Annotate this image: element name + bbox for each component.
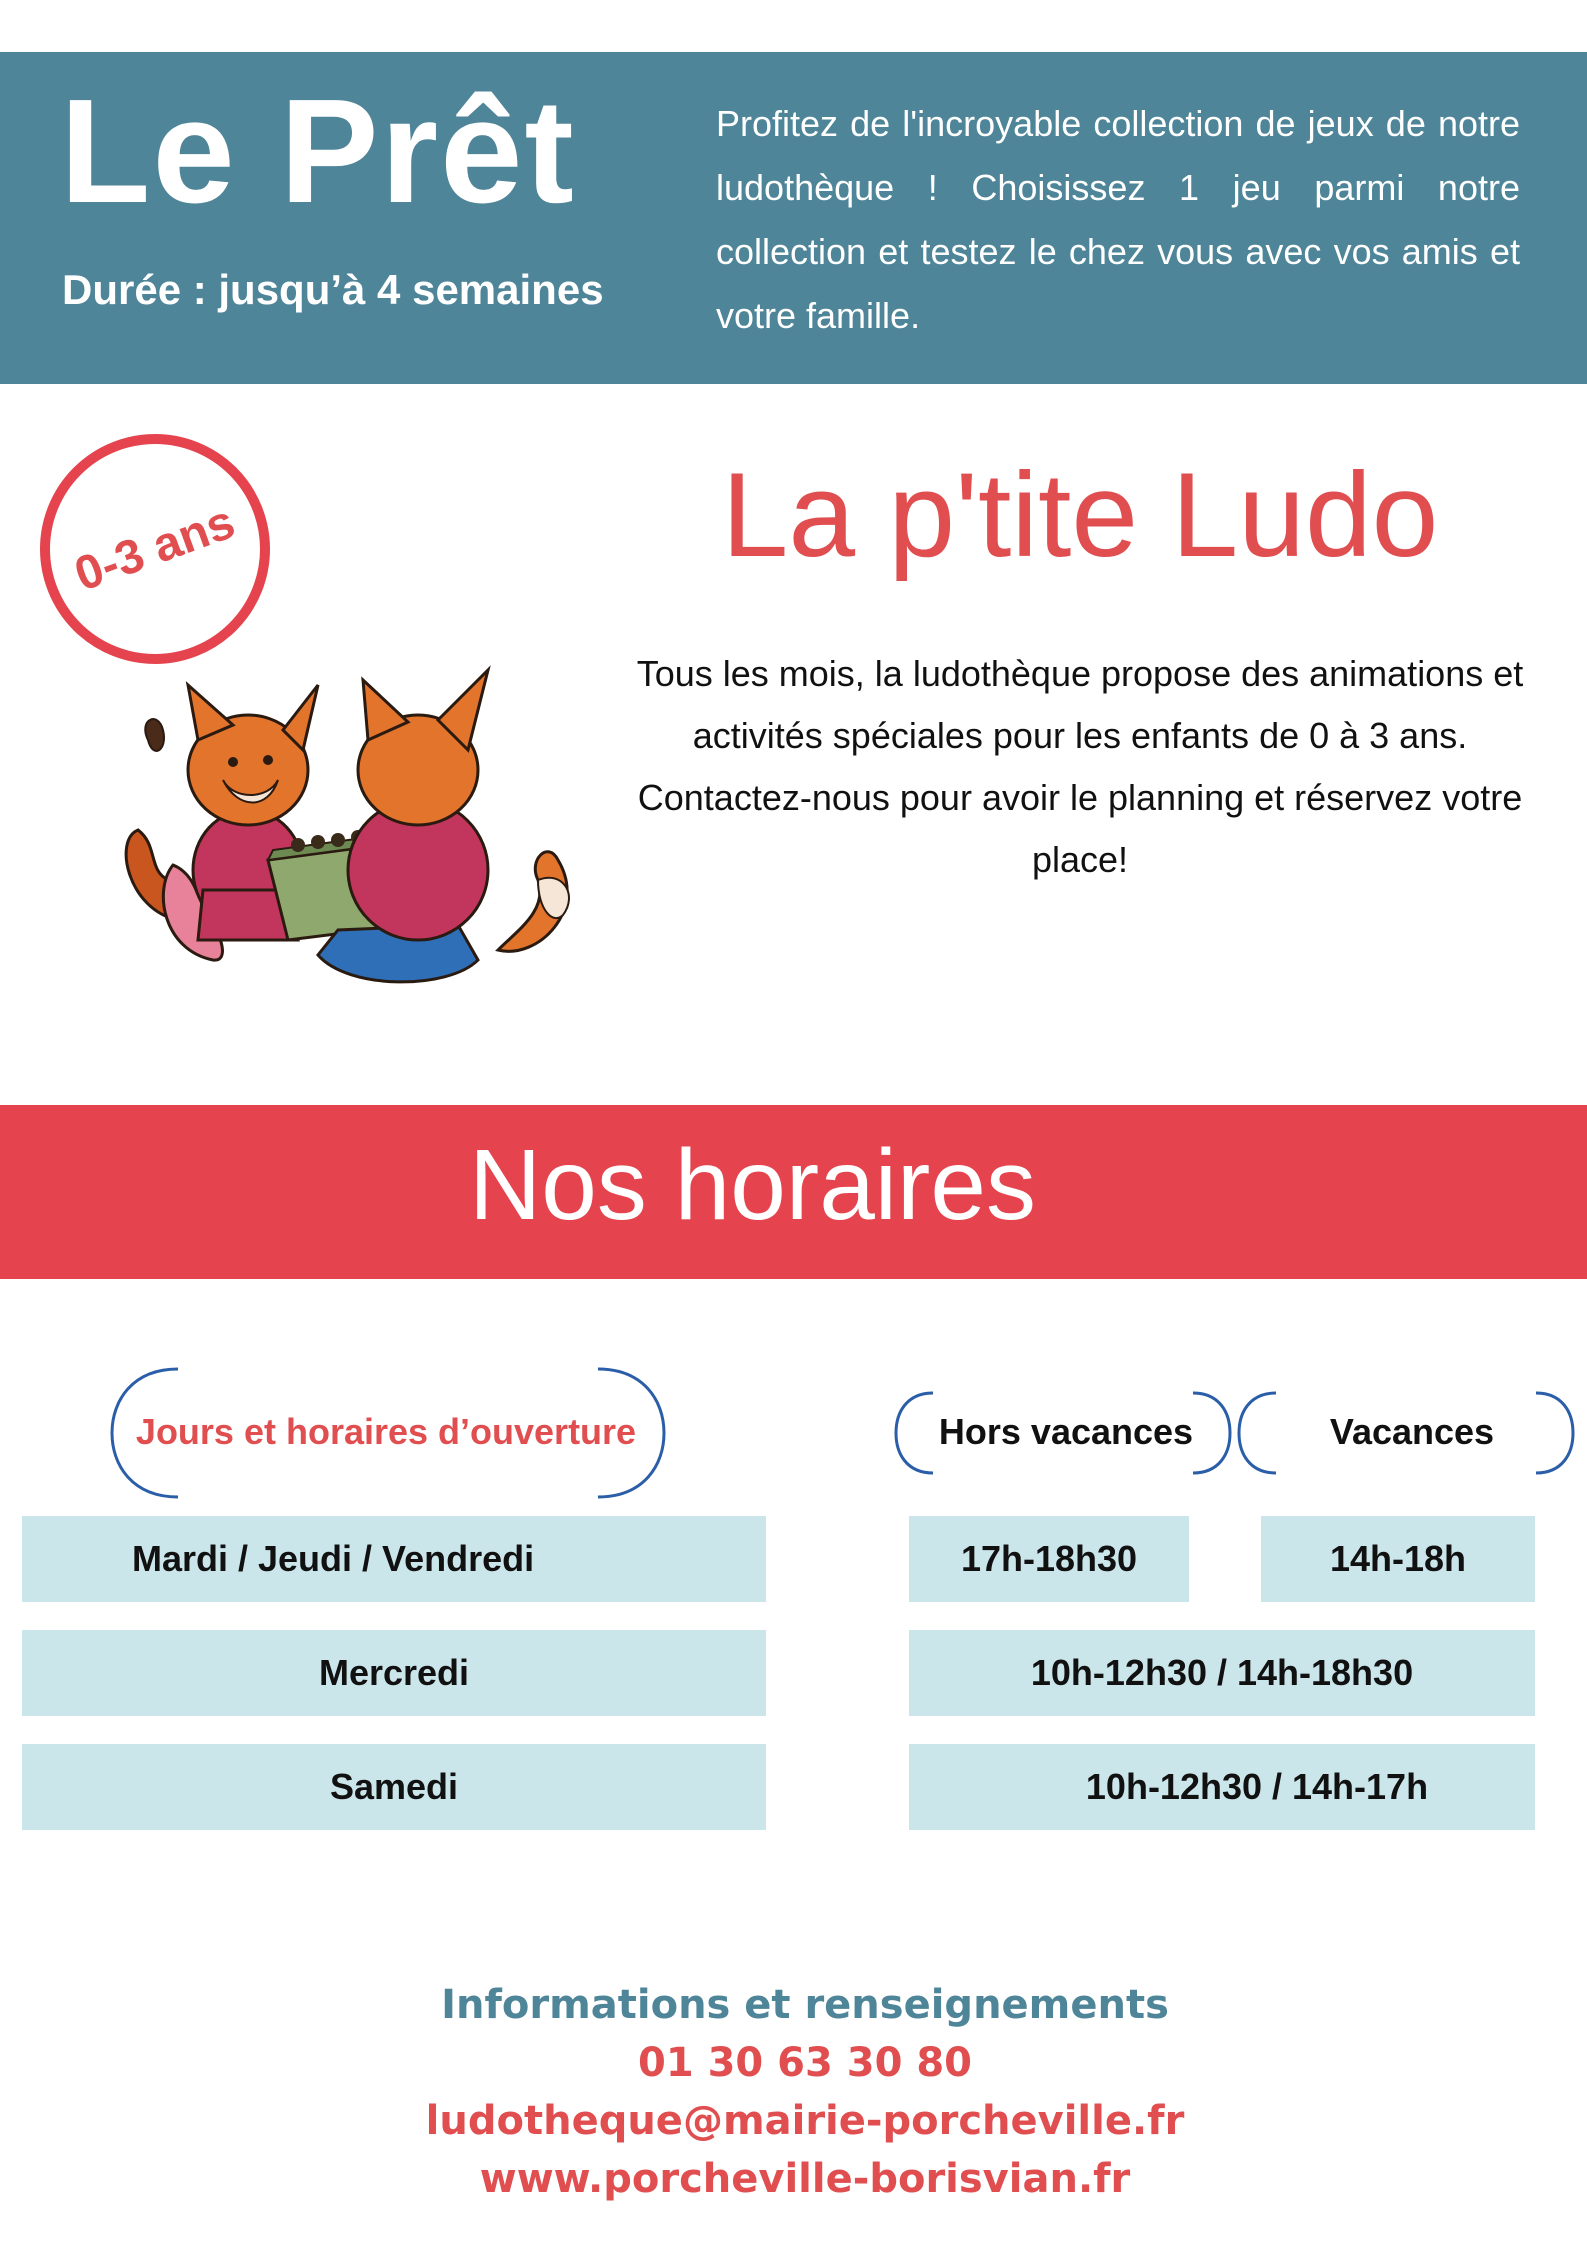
schedule-hors: 17h-18h30	[909, 1516, 1189, 1602]
right-fox-icon	[318, 670, 569, 982]
pret-title: Le Prêt	[60, 69, 576, 234]
schedule-both: 10h-12h30 / 14h-18h30	[909, 1630, 1535, 1716]
ptite-ludo-title: La p'tite Ludo	[721, 448, 1439, 582]
contact-email[interactable]: ludotheque@mairie-porcheville.fr	[425, 2098, 1185, 2144]
schedule-day: Samedi	[22, 1744, 766, 1830]
age-badge	[38, 432, 272, 666]
foxes-illustration	[118, 660, 608, 1000]
age-badge-text: 0-3 ans	[68, 495, 242, 602]
pret-description: Profitez de l'incroyable collection de jeux de notre ludothèque ! Choisissez 1 jeu parmi notre collection et testez le chez vous avec vos amis et votre famille.	[716, 103, 1520, 336]
col-header-days: Jours et horaires d’ouverture	[135, 1411, 637, 1452]
schedule-day: Mardi / Jeudi / Vendredi	[22, 1516, 766, 1602]
contact-title: Informations et renseignements	[441, 1982, 1169, 2028]
schedule-vac: 14h-18h	[1261, 1516, 1535, 1602]
contact-phone[interactable]: 01 30 63 30 80	[637, 2040, 973, 2086]
contact-website[interactable]: www.porcheville-borisvian.fr	[479, 2156, 1131, 2202]
col-header-vacances: Vacances	[1329, 1411, 1495, 1452]
schedule-both: 10h-12h30 / 14h-17h	[909, 1744, 1535, 1830]
pret-duree: Durée : jusqu’à 4 semaines	[62, 266, 604, 313]
ptite-ludo-text: Tous les mois, la ludothèque propose des animations et activités spéciales pour les enfants de 0 à 3 ans. Contactez-nous pour avoir le planning et réservez votre place!	[636, 653, 1524, 880]
schedule-day: Mercredi	[22, 1630, 766, 1716]
col-header-hors-vacances: Hors vacances	[938, 1411, 1194, 1452]
horaires-title: Nos horaires	[469, 1129, 1036, 1241]
